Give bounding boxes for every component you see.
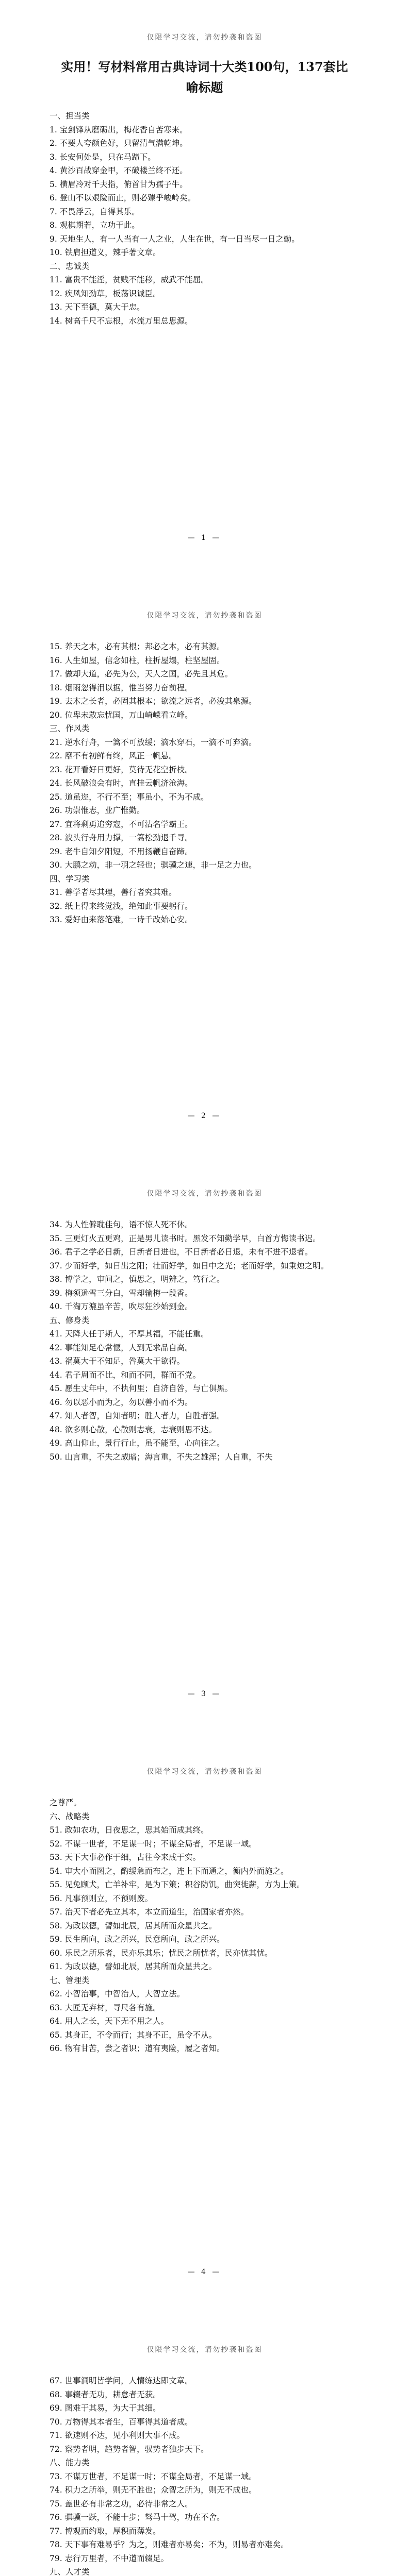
verse-line: 75. 盖世必有非常之功，必待非常之人。	[50, 2499, 193, 2509]
verse-line: 41. 天降大任于斯人，不厚其福，不能任重。	[50, 1329, 209, 1338]
page-content	[50, 620, 359, 927]
verse-line: 61. 为政以德，譬如北辰，居其所而众星共之。	[50, 1962, 217, 1971]
verse-line: 3. 长安何处是，只在马蹄下。	[50, 152, 156, 162]
verse-line: 17. 做却大道，必先为公，天人之国，必先且其危。	[50, 669, 233, 679]
verse-line: 58. 为政以德，譬如北辰，居其所而众星共之。	[50, 1921, 217, 1930]
verse-line: 24. 长风破浪会有时，直挂云帆济沧海。	[50, 778, 193, 788]
verse-line: 16. 人生如屋，信念如柱，柱折屋塌，柱坚屋固。	[50, 655, 225, 665]
page-number: — 3 —	[187, 1690, 222, 1698]
section-heading: 九、人才类	[50, 2567, 90, 2576]
verse-line: 20. 位卑未敢忘忧国，万山崎嵘看立峰。	[50, 710, 193, 720]
verse-line: 19. 去木之长者，必固其根本；欲流之远者，必浚其泉源。	[50, 697, 257, 706]
document-page	[0, 578, 409, 1156]
document-page	[0, 0, 409, 578]
verse-line: 1. 宝剑锋从磨砺出，梅花香自苦寒来。	[50, 125, 188, 134]
verse-line: 5. 横眉冷对千夫指，俯首甘为孺子牛。	[50, 179, 188, 189]
section-heading: 一、担当类	[50, 111, 90, 121]
verse-line: 28. 波头行舟用力撑，一篙松劲退千寻。	[50, 833, 193, 842]
section-heading: 五、修身类	[50, 1315, 90, 1325]
verse-line: 38. 博学之，审问之，慎思之，明辨之，笃行之。	[50, 1275, 225, 1284]
verse-line: 7. 不畏浮云，自得其乐。	[50, 207, 140, 216]
verse-line: 37. 少而好学，如日出之阳；壮而好学，如日中之光；老而好学，如秉烛之明。	[50, 1261, 329, 1270]
page-content	[50, 1198, 359, 1464]
document-title: 实用！写材料常用古典诗词十大类100句，137套比喻标题	[61, 59, 348, 95]
verse-line: 25. 道虽迩，不行不至；事虽小，不为不成。	[50, 792, 209, 802]
verse-line: 34. 为人性僻耽佳句，语不惊人死不休。	[50, 1220, 193, 1229]
verse-line: 51. 政如农功，日夜思之，思其始而成其终。	[50, 1825, 209, 1835]
verse-line: 54. 审大小而图之，酌缓急而布之，连上下而通之，衡内外而施之。	[50, 1866, 289, 1876]
verse-line: 45. 愿生丈年中，不执何里；自济自咎，与亡俱黑。	[50, 1384, 233, 1393]
verse-line: 6. 登山不以艰险而止，则必臻乎峻岭矣。	[50, 193, 196, 202]
verse-line: 68. 事辍者无功，耕怠者无获。	[50, 2389, 161, 2399]
verse-line: 60. 乐民之所乐者，民亦乐其乐；忧民之所忧者，民亦忧其忧。	[50, 1948, 273, 1958]
page-number: — 4 —	[187, 2268, 222, 2276]
section-heading: 六、战略类	[50, 1811, 90, 1821]
verse-line: 2. 不要人夸颜色好，只留清气满乾坤。	[50, 139, 188, 148]
section-heading: 二、忠诚类	[50, 261, 90, 271]
verse-line: 62. 小智治事，中智治人，大智立法。	[50, 1989, 185, 1998]
verse-line: 56. 凡事预则立，不预则废。	[50, 1893, 153, 1903]
page-content	[50, 2354, 359, 2576]
verse-line: 11. 富贵不能淫，贫贱不能移，威武不能屈。	[50, 275, 209, 284]
verse-line: 69. 图难于其易，为大于其细。	[50, 2403, 161, 2413]
verse-line: 47. 知人者智，自知者明；胜人者力，自胜者强。	[50, 1411, 225, 1420]
verse-line: 9. 天地生人，有一人当有一人之业，人生在世，有一日当尽一日之勤。	[50, 234, 300, 244]
verse-line: 71. 欲速则不达，见小利则大事不成。	[50, 2431, 185, 2440]
document-page	[0, 2312, 409, 2576]
verse-line: 42. 事能知足心常惬，人到无求品自高。	[50, 1343, 193, 1352]
verse-line: 32. 纸上得来终觉浅，绝知此事要躬行。	[50, 901, 193, 911]
verse-line: 30. 大鹏之动，非一羽之轻也；骐骥之速，非一足之力也。	[50, 860, 257, 870]
verse-line: 之尊严。	[50, 1798, 82, 1807]
verse-line: 49. 高山仰止，景行行止，虽不能至，心向往之。	[50, 1438, 225, 1448]
verse-line: 33. 爱好由来落笔难，一诗千改始心安。	[50, 915, 193, 924]
page-header: 仅限学习交流，请勿抄袭和盗图	[146, 1768, 263, 1776]
verse-line: 31. 善学者尽其理，善行者究其难。	[50, 888, 177, 897]
verse-line: 72. 察势者明，趋势者智，驭势者独步天下。	[50, 2444, 209, 2454]
verse-line: 29. 老牛自知夕阳短，不用扬鞭自奋蹄。	[50, 846, 193, 856]
verse-line: 66. 物有甘苦，尝之者识；道有夷险，履之者知。	[50, 2044, 225, 2053]
page-content	[50, 1776, 359, 2056]
verse-line: 63. 大匠无弃材，寻尺各有施。	[50, 2003, 161, 2012]
verse-line: 13. 天下至德，莫大于忠。	[50, 302, 145, 312]
page-header: 仅限学习交流，请勿抄袭和盗图	[146, 33, 263, 42]
verse-line: 70. 万物得其本者生，百事得其道者成。	[50, 2417, 193, 2427]
verse-line: 74. 积力之所举，则无不胜也；众智之所为，则无不成也。	[50, 2485, 257, 2495]
section-heading: 七、管理类	[50, 1975, 90, 1985]
document-page	[0, 1156, 409, 1734]
verse-line: 43. 祸莫大于不知足，咎莫大于欲得。	[50, 1357, 185, 1366]
verse-line: 35. 三更灯火五更鸡，正是男儿读书时。黑发不知勤学早，白首方悔读书迟。	[50, 1233, 321, 1243]
verse-line: 64. 用人之长，天下无不用之人。	[50, 2016, 169, 2026]
verse-line: 50. 山言重，不失之威暗；海言重，不失之雄浑；人自重，不失	[50, 1452, 273, 1462]
section-heading: 八、能力类	[50, 2458, 90, 2467]
verse-line: 77. 博观而约取，厚积而薄发。	[50, 2526, 161, 2536]
verse-line: 8. 观棋期若，立功于此。	[50, 221, 140, 230]
verse-line: 48. 欲多则心散，心散则志衰，志衰则思不达。	[50, 1425, 217, 1434]
verse-line: 44. 君子周而不比，和而不同，群而不党。	[50, 1370, 201, 1380]
page-number: — 2 —	[187, 1112, 222, 1120]
page-header: 仅限学习交流，请勿抄袭和盗图	[146, 2346, 263, 2354]
section-heading: 三、作风类	[50, 724, 90, 733]
verse-line: 79. 志行万里者，不中道而辍足。	[50, 2553, 169, 2563]
verse-line: 36. 君子之学必日新，日新者日进也，不日新者必日退，未有不进不退者。	[50, 1247, 313, 1257]
verse-line: 53. 天下大事必作于细，古往今来成于实。	[50, 1853, 201, 1862]
verse-line: 73. 不谋万世者，不足谋一时；不谋全局者，不足谋一域。	[50, 2471, 257, 2481]
page-content	[50, 57, 359, 328]
verse-line: 22. 靡不有初鲜有终，风正一帆悬。	[50, 751, 177, 760]
verse-line: 59. 民生所向，政之所兴，民意所向，政之所兴。	[50, 1935, 225, 1944]
verse-line: 12. 疾风知劲草，板荡识诚臣。	[50, 289, 161, 298]
section-heading: 四、学习类	[50, 874, 90, 884]
verse-line: 52. 不谋一世者，不足谋一时；不谋全局者，不足谋一域。	[50, 1839, 257, 1849]
verse-line: 15. 养天之本，必有其根；邦必之本，必有其源。	[50, 642, 225, 651]
verse-line: 10. 铁肩担道义，辣手著文章。	[50, 248, 161, 257]
verse-line: 55. 见兔顾犬，亡羊补牢，是为下策；积谷防饥，曲突徙薪，方为上策。	[50, 1880, 305, 1889]
verse-line: 57. 治天下者必先立其本，本立而道生，治国家者亦然。	[50, 1907, 249, 1917]
verse-line: 76. 骐骥一跃，不能十步；驽马十驾，功在不舍。	[50, 2513, 225, 2522]
verse-line: 18. 烟雨忽得泪以据，惟当努力奋前程。	[50, 683, 193, 692]
verse-line: 65. 其身正，不令而行；其身不正，虽令不从。	[50, 2030, 217, 2040]
verse-line: 67. 世事洞明皆学问，人情练达即文章。	[50, 2376, 193, 2385]
document-page	[0, 1734, 409, 2312]
verse-line: 26. 功崇惟志，业广惟勤。	[50, 806, 145, 815]
verse-line: 23. 花开看好日更好，莫待无花空折枝。	[50, 765, 193, 774]
verse-line: 46. 勿以恶小而为之，勿以善小而不为。	[50, 1397, 193, 1407]
page-header: 仅限学习交流，请勿抄袭和盗图	[146, 612, 263, 620]
verse-line: 21. 逆水行舟，一篙不可放缓；滴水穿石，一滴不可弃滴。	[50, 737, 257, 747]
page-number: — 1 —	[187, 534, 222, 542]
verse-line: 27. 宜将剩勇追穷寇，不可沽名学霸王。	[50, 819, 193, 829]
verse-line: 39. 梅须逊雪三分白，雪却输梅一段香。	[50, 1288, 193, 1298]
verse-line: 4. 黄沙百战穿金甲，不破楼兰终不还。	[50, 166, 188, 175]
verse-line: 78. 天下事有难易乎？为之，则难者亦易矣；不为，则易者亦难矣。	[50, 2540, 289, 2549]
verse-line: 14. 树高千尺不忘根，水流万里总思源。	[50, 316, 193, 326]
page-header: 仅限学习交流，请勿抄袭和盗图	[146, 1190, 263, 1198]
verse-line: 40. 千淘万漉虽辛苦，吹尽狂沙始到金。	[50, 1302, 193, 1311]
